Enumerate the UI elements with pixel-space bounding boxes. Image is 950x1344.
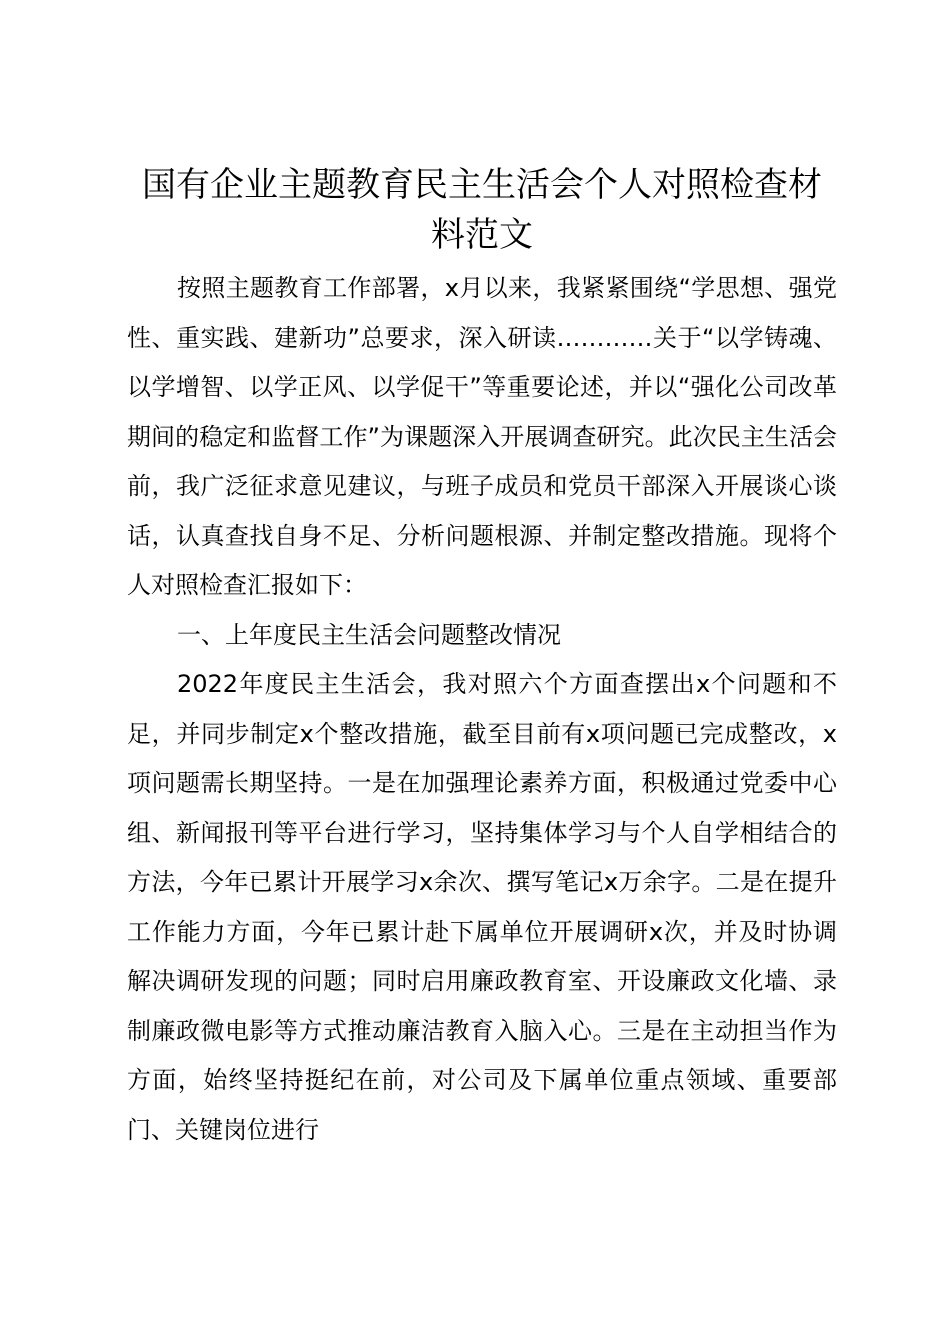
section-heading: 一、上年度民主生活会问题整改情况	[177, 620, 561, 649]
section-body-paragraph: 2022年度民主生活会，我对照六个方面查摆出x个问题和不足，并同步制定x个整改措施，截至目前有x项问题已完成整改，x项问题需长期坚持。一是在加强理论素养方面，积极通过党委中心组、新闻报刊等平台进行学习，坚持集体学习与个人自学相结合的方法，今年已累计开展学习x余次、撰写笔记x万余字。二是在提升工作能力方面，今年已累计赴下属单位开展调研x次，并及时协调解决调研发现的问题；同时启用廉政教育室、开设廉政文化墙、录制廉政微电影等方式推动廉洁教育入脑入心。三是在主动担当作为方面，始终坚持挺纪在前，对公司及下属单位重点领域、重要部门、关键岗位进行	[127, 670, 837, 1144]
document-title: 国有企业主题教育民主生活会个人对照检查材料范文	[142, 165, 822, 255]
intro-paragraph: 按照主题教育工作部署，x月以来，我紧紧围绕“学思想、强党性、重实践、建新功”总要求，深入研读…………关于“以学铸魂、以学增智、以学正风、以学促干”等重要论述，并以“强化公司改革期间的稳定和监督工作”为课题深入开展调查研究。此次民主生活会前，我广泛征求意见建议，与班子成员和党员干部深入开展谈心谈话，认真查找自身不足、分析问题根源、并制定整改措施。现将个人对照检查汇报如下：	[127, 274, 837, 599]
document-page	[127, 160, 837, 1155]
